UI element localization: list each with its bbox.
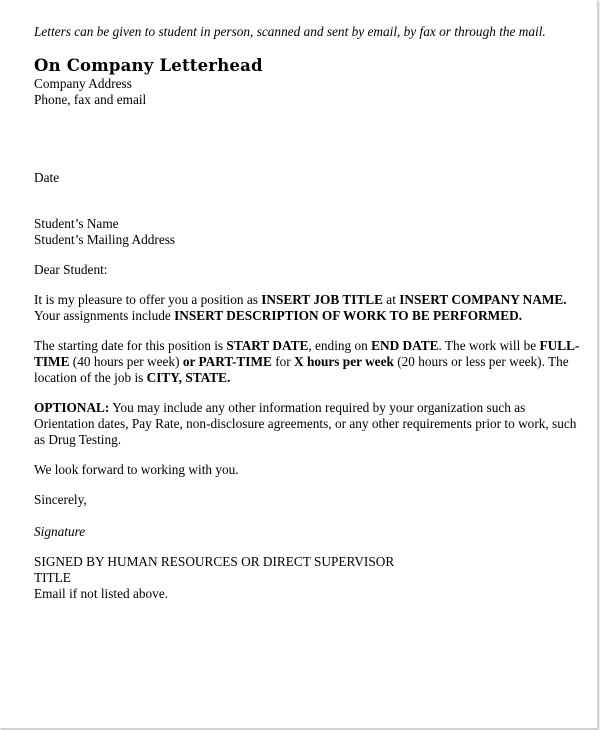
- part-time-placeholder: or PART-TIME: [182, 354, 272, 369]
- work-description-placeholder: INSERT DESCRIPTION OF WORK TO BE PERFORMED.: [174, 308, 523, 323]
- recipient-name: Student’s Name: [34, 216, 119, 231]
- text-run: (20 hours or less per week). The location of the job is: [34, 354, 569, 385]
- hours-placeholder: X hours per week: [294, 354, 394, 369]
- end-date-placeholder: END DATE: [371, 338, 439, 353]
- recipient-address: Student’s Mailing Address: [34, 232, 176, 247]
- offer-paragraph: [34, 292, 582, 324]
- signature-text: Signature: [34, 524, 86, 539]
- optional-paragraph: [34, 400, 582, 448]
- text-run: . The work will be: [438, 338, 540, 353]
- letterhead-title: On Company Letterhead: [34, 56, 263, 75]
- text-run: It is my pleasure to offer you a position as: [34, 292, 262, 307]
- company-name-placeholder: INSERT COMPANY NAME.: [399, 292, 567, 307]
- job-title-placeholder: INSERT JOB TITLE: [261, 292, 383, 307]
- text-run: (40 hours per week): [69, 354, 183, 369]
- text-run: for: [271, 354, 295, 369]
- text-run: at: [382, 292, 400, 307]
- instruction-note: Letters can be given to student in person, scanned and sent by email, by fax or through the mail.: [34, 24, 546, 39]
- start-date-placeholder: START DATE: [226, 338, 309, 353]
- closing-line: We look forward to working with you.: [34, 462, 239, 477]
- signer-line: SIGNED BY HUMAN RESOURCES OR DIRECT SUPERVISOR: [34, 554, 395, 569]
- location-placeholder: CITY, STATE.: [146, 370, 231, 385]
- letter-body: [34, 24, 582, 602]
- text-run: Your assignments include: [34, 308, 175, 323]
- salutation: Dear Student:: [34, 262, 108, 277]
- letter-date: Date: [34, 170, 60, 185]
- signer-title: TITLE: [34, 570, 71, 585]
- signer-email: Email if not listed above.: [34, 586, 169, 601]
- sign-off: Sincerely,: [34, 492, 87, 507]
- full-time-placeholder: FULL-TIME: [34, 338, 580, 369]
- company-contact: Phone, fax and email: [34, 92, 147, 107]
- optional-label: OPTIONAL:: [34, 400, 110, 415]
- text-run: You may include any other information required by your organization such as Orientation dates, Pay Rate, non-disclosure agreements, or any other requirements prior to work, such as Drug Testing.: [34, 400, 577, 447]
- text-run: The starting date for this position is: [34, 338, 227, 353]
- text-run: , ending on: [308, 338, 372, 353]
- signature-placeholder: [34, 524, 582, 540]
- company-address: Company Address: [34, 76, 132, 91]
- terms-paragraph: [34, 338, 582, 386]
